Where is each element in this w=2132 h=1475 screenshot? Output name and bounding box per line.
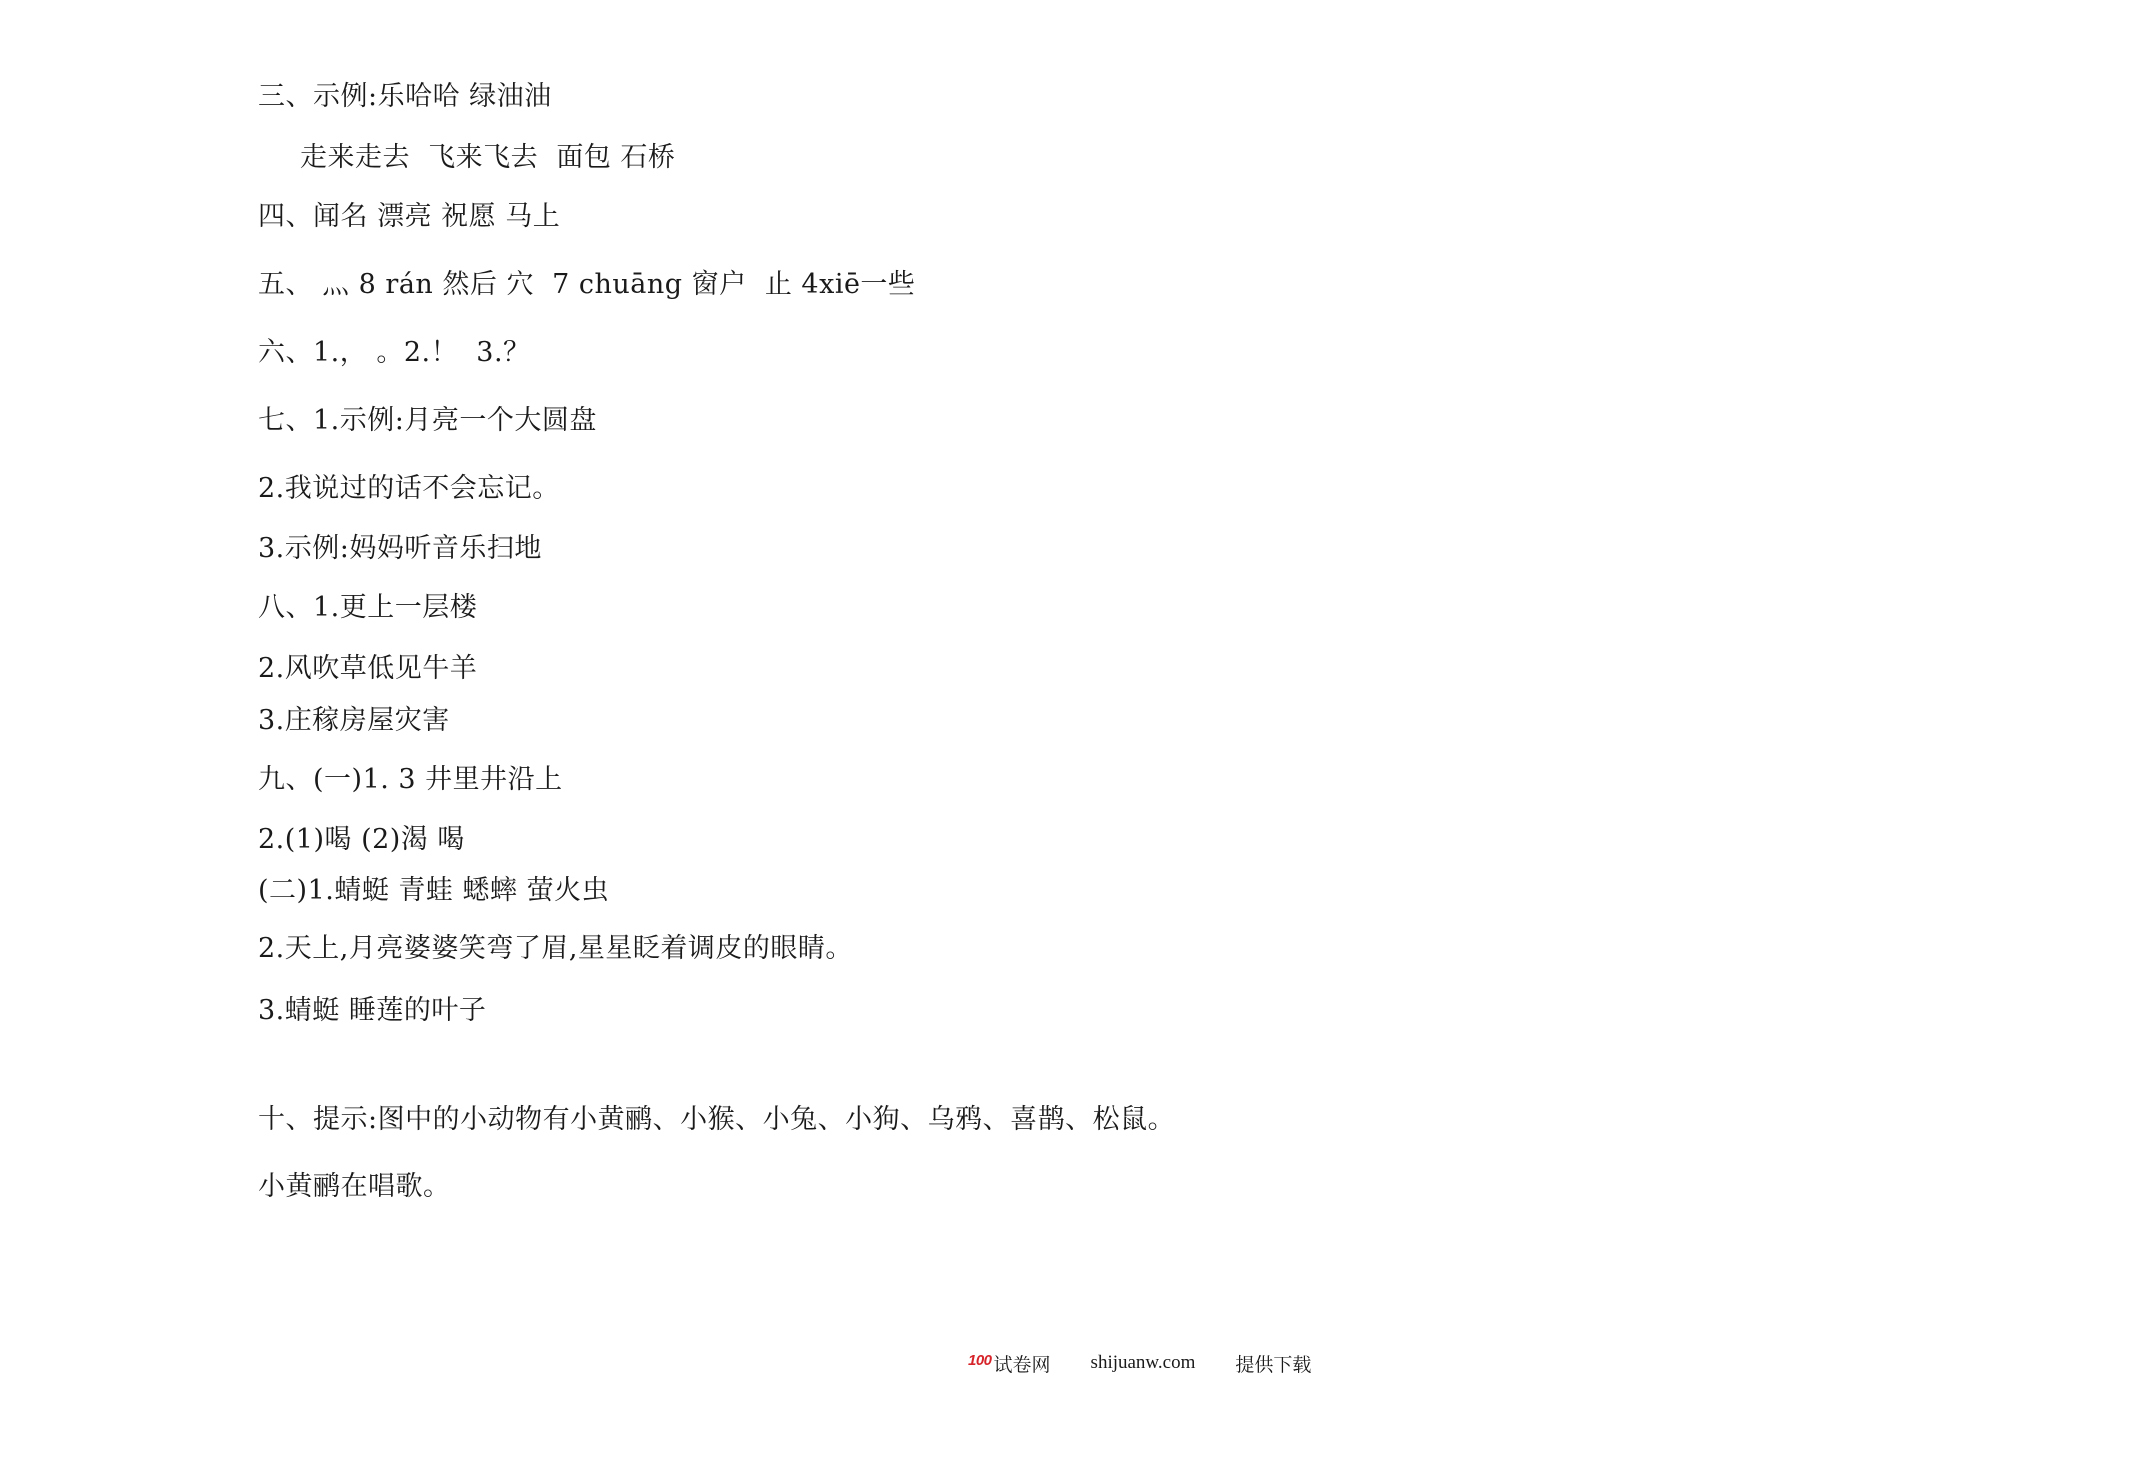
site-name: 试卷网 [993,1353,1051,1376]
site-domain: shijuanw.com [1090,1352,1196,1373]
answer-line-7-3: 3.示例:妈妈听音乐扫地 [258,533,542,564]
answer-line-5: 五、 灬 8 rán 然后 穴 7 chuāng 窗户 止 4xiē一些 [258,269,916,300]
page-footer [968,1349,1311,1377]
answer-line-9-part2-1: (二)1.蜻蜓 青蛙 蟋蟀 萤火虫 [258,875,610,906]
answer-line-8-3: 3.庄稼房屋灾害 [258,705,450,736]
answer-line-10-hint: 十、提示:图中的小动物有小黄鹂、小猴、小兔、小狗、乌鸦、喜鹊、松鼠。 [258,1104,1176,1135]
answer-line-9-part2-3: 3.蜻蜓 睡莲的叶子 [258,995,487,1026]
answer-line-9-part2-2: 2.天上,月亮婆婆笑弯了眉,星星眨着调皮的眼睛。 [258,933,853,964]
answer-line-9-2: 2.(1)喝 (2)渴 喝 [258,824,465,855]
answer-line-10-sample: 小黄鹂在唱歌。 [258,1171,451,1202]
answer-line-8-1: 八、1.更上一层楼 [258,592,478,623]
answer-line-3-continued: 走来走去 飞来飞去 面包 石桥 [300,142,676,173]
site-logo: 100 [968,1351,992,1369]
answer-line-9-1: 九、(一)1. 3 井里井沿上 [258,764,563,795]
answer-line-4: 四、闻名 漂亮 祝愿 马上 [258,201,561,232]
answer-line-7-2: 2.我说过的话不会忘记。 [258,473,560,504]
answer-line-3-example: 三、示例:乐哈哈 绿油油 [258,81,552,112]
answer-line-8-2: 2.风吹草低见牛羊 [258,653,478,684]
answer-line-7-1: 七、1.示例:月亮一个大圆盘 [258,405,597,436]
answer-line-6: 六、1.， 。2.！ 3.？ [258,337,531,368]
footer-tagline: 提供下载 [1235,1353,1312,1376]
